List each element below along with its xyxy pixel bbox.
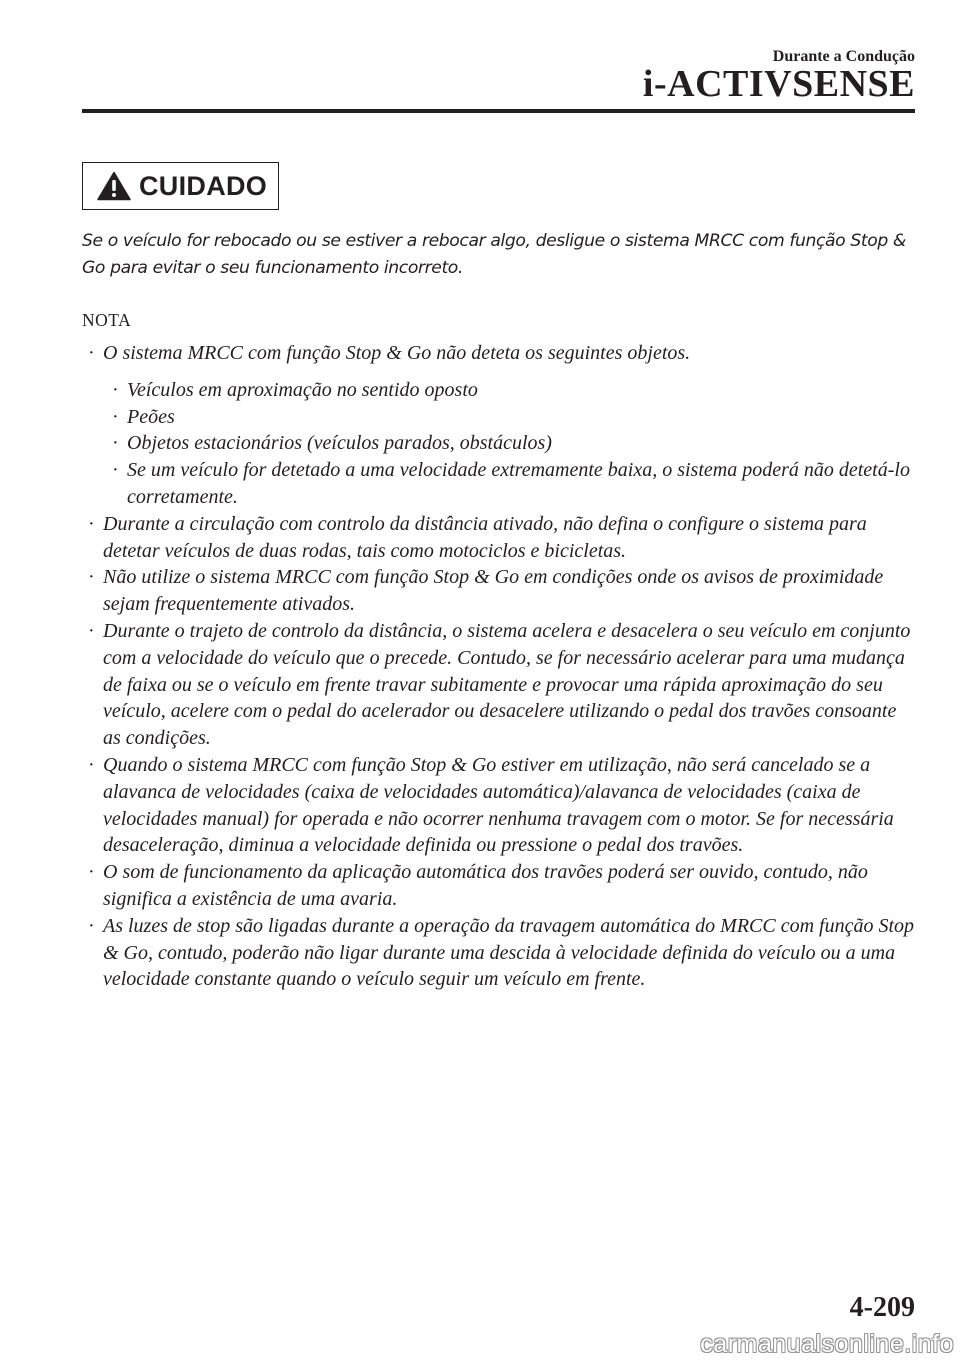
- note-item-text: O som de funcionamento da aplicação automática dos travões poderá ser ouvido, contudo, não significa a existência de uma avaria.: [103, 861, 868, 910]
- note-subitem-text: Objetos estacionários (veículos parados, obstáculos): [127, 432, 552, 455]
- warning-triangle-icon: [97, 171, 131, 201]
- note-subitem-text: Peões: [127, 405, 175, 428]
- bullet-marker: ·: [112, 378, 119, 401]
- note-subitem: [106, 430, 918, 457]
- note-subitem-list: [82, 377, 918, 511]
- caution-label: CUIDADO: [139, 170, 268, 201]
- bullet-marker: ·: [88, 342, 95, 364]
- note-subitem: [106, 404, 918, 431]
- note-subitem: [106, 377, 918, 404]
- bullet-marker: ·: [88, 753, 95, 776]
- header-title: i-ACTIVSENSE: [642, 63, 915, 105]
- note-item: [82, 340, 918, 367]
- note-item-text: Quando o sistema MRCC com função Stop & Go estiver em utilização, não será cancelado se a alavanca de velocidades (caixa de velocidades automática)/alavanca de velocidades (caixa de velocidades manual) for operada e não ocorrer nenhuma travagem com o motor. Se for necessária desaceleração, diminua a velocidade definida ou pressione o pedal dos travões.: [103, 753, 894, 857]
- note-item-text: Durante o trajeto de controlo da distância, o sistema acelera e desacelera o seu veículo em conjunto com a velocidade do veículo que o precede. Contudo, se for necessário acelerar para uma mudança de faixa ou se o veículo em frente travar subitamente e provocar uma rápida aproximação do seu veículo, acelere com o pedal do acelerador ou desacelere utilizando o pedal dos travões consoante as condições.: [103, 619, 911, 750]
- caution-box: [82, 162, 279, 210]
- note-item: [82, 859, 918, 913]
- note-item-text: Durante a circulação com controlo da distância ativado, não defina o configure o sistema para detetar veículos de duas rodas, tais como motociclos e bicicletas.: [103, 512, 867, 562]
- bullet-marker: ·: [88, 566, 95, 589]
- bullet-marker: ·: [112, 432, 119, 455]
- note-item-text: As luzes de stop são ligadas durante a operação da travagem automática do MRCC com função Stop & Go, contudo, poderão não ligar durante uma descida à velocidade definida do veículo ou a uma velocidade constante quando o veículo seguir um veículo em frente.: [103, 914, 915, 991]
- note-item: [82, 511, 918, 565]
- header-rule: [82, 109, 915, 113]
- watermark: carmanualsonline.info: [700, 1330, 954, 1358]
- note-item: [82, 913, 918, 993]
- bullet-marker: ·: [88, 861, 95, 884]
- note-item: [82, 752, 918, 859]
- note-item-text: O sistema MRCC com função Stop & Go não deteta os seguintes objetos.: [103, 342, 691, 364]
- caution-text: Se o veículo for rebocado ou se estiver a rebocar algo, desligue o sistema MRCC com função Stop & Go para evitar o seu funcionamento incorreto.: [82, 231, 906, 278]
- note-item: [82, 564, 918, 618]
- page-number: 4-209: [849, 1292, 915, 1323]
- bullet-marker: ·: [88, 512, 95, 535]
- bullet-marker: ·: [88, 914, 95, 937]
- note-item-text: Não utilize o sistema MRCC com função Stop & Go em condições onde os avisos de proximidade sejam frequentemente ativados.: [103, 566, 884, 616]
- bullet-marker: ·: [112, 459, 119, 482]
- note-subitem-text: Veículos em aproximação no sentido oposto: [127, 378, 478, 401]
- bullet-marker: ·: [112, 405, 119, 428]
- note-item: [82, 618, 918, 752]
- header-section-label: Durante a Condução: [772, 48, 915, 65]
- note-title: NOTA: [82, 310, 132, 330]
- note-subitem: [106, 457, 918, 511]
- bullet-marker: ·: [88, 619, 95, 642]
- note-subitem-text: Se um veículo for detetado a uma velocidade extremamente baixa, o sistema poderá não detetá-lo corretamente.: [127, 459, 910, 508]
- note-list: [82, 340, 918, 993]
